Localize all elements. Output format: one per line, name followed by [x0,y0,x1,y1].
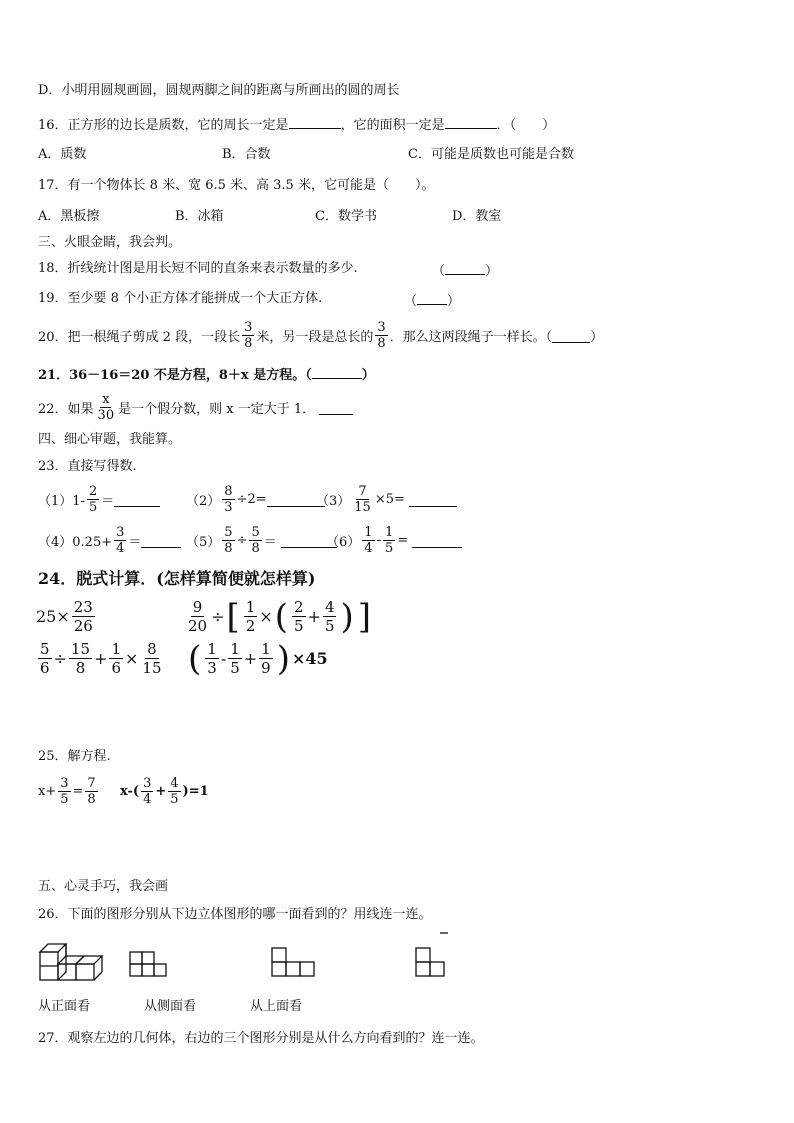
q24-expression-1: 25× $\frac{23}{26}$ [36,598,93,635]
answer-blank[interactable] [289,114,341,129]
q19-question: 19．至少要 8 个小正方体才能拼成一个大正方体. [38,291,323,306]
q19-answer-bracket[interactable]: （ ） [404,290,460,311]
3d-cube-solid-figure [40,944,102,980]
q23-part-1: （1）1- $\frac{2}{5}$ ＝ [38,484,160,515]
q15-option-d: D．小明用圆规画圆，圆规两脚之间的距离与所画出的圆的周长 [38,83,400,98]
q23-part-5: （5） $\frac{5}{8}$ ÷ $\frac{5}{8}$ ＝ [186,525,337,556]
fraction: $\frac{x}{30}$ [97,392,115,423]
q23-part-2: （2） $\frac{8}{3}$ ÷2= [186,484,325,515]
q17-option-a[interactable]: A．黑板擦 [38,209,100,224]
answer-blank[interactable] [141,533,181,548]
q17-question: 17．有一个物体长 8 米、宽 6.5 米、高 3.5 米，它可能是（ ）。 [38,178,435,193]
fraction: $\frac{3}{8}$ [377,320,386,351]
q16-question: 16．正方形的边长是质数，它的周长一定是 ，它的面积一定是 ．（ ） [38,114,555,135]
q25-equation-1: x+ $\frac{3}{5}$ = $\frac{7}{8}$ [38,776,96,807]
q26-label-top-view: 从上面看 [250,999,303,1014]
section-3-heading: 三、火眼金睛，我会判。 [38,235,182,250]
answer-blank[interactable] [409,492,457,507]
q16-option-c[interactable]: C．可能是质数也可能是合数 [408,147,574,162]
q26-figures [36,930,476,990]
q26-label-side-view: 从侧面看 [144,999,197,1014]
side-view-shape [416,933,448,976]
section-4-heading: 四、细心审题，我能算。 [38,432,182,447]
answer-blank[interactable] [445,114,497,129]
q25-title: 25．解方程. [38,749,111,764]
answer-blank[interactable] [312,364,362,379]
q27-title: 27．观察左边的几何体，右边的三个图形分别是从什么方向看到的？连一连。 [38,1031,484,1046]
answer-blank[interactable] [114,492,160,507]
q22-question: 22．如果 $\frac{x}{30}$ 是一个假分数，则 x 一定大于 1． [38,392,353,423]
q17-option-b[interactable]: B．冰箱 [175,209,224,224]
q23-part-3: （3） $\frac{7}{15}$ ×5= [316,484,457,515]
q16-option-b[interactable]: B．合数 [222,147,271,162]
q23-part-6: （6） $\frac{1}{4}$ - $\frac{1}{5}$ = [326,525,462,556]
front-view-shape [272,948,314,976]
q17-option-d[interactable]: D．教室 [452,209,502,224]
fraction: $\frac{3}{8}$ [244,320,253,351]
q23-part-4: （4）0.25+ $\frac{3}{4}$ ＝ [38,525,181,556]
q24-title: 24．脱式计算．(怎样算简便就怎样算) [38,569,316,588]
section-5-heading: 五、心灵手巧，我会画 [38,879,169,894]
q16-option-a[interactable]: A．质数 [38,147,87,162]
q18-answer-bracket[interactable]: （ ） [432,260,498,281]
answer-blank[interactable] [319,400,353,415]
q21-question: 21．36－16＝20 不是方程，8＋x 是方程。（ ） [38,364,375,385]
q26-title: 26．下面的图形分别从下边立体图形的哪一面看到的？用线连一连。 [38,907,432,922]
q26-label-front-view: 从正面看 [38,999,91,1014]
q17-option-c[interactable]: C．数学书 [315,209,377,224]
q24-expression-4: ( $\frac{1}{3}$ - $\frac{1}{5}$ + $\frac{1}{9}$ ) ×45 [188,638,328,679]
q18-question: 18．折线统计图是用长短不同的直条来表示数量的多少. [38,261,358,276]
top-view-shape [130,952,166,976]
q24-expression-3: $\frac{5}{6}$ ÷ $\frac{15}{8}$ + $\frac{1}{6}$ × $\frac{8}{15}$ [40,640,162,677]
q25-equation-2: x-( $\frac{3}{4}$ + $\frac{4}{5}$ )=1 [120,776,209,807]
answer-blank[interactable] [412,533,462,548]
answer-blank[interactable] [552,328,590,343]
q24-expression-2: $\frac{9}{20}$ ÷ [ $\frac{1}{2}$ × ( $\frac{2}{5}$ + $\frac{4}{5}$ ) ] [188,596,372,637]
q23-title: 23．直接写得数. [38,459,137,474]
q20-question: 20．把一根绳子剪成 2 段，一段长 $\frac{3}{8}$ 米，另一段是总长的 $\frac{3}{8}$ ．那么这两段绳子一样长。（ ） [38,320,604,351]
